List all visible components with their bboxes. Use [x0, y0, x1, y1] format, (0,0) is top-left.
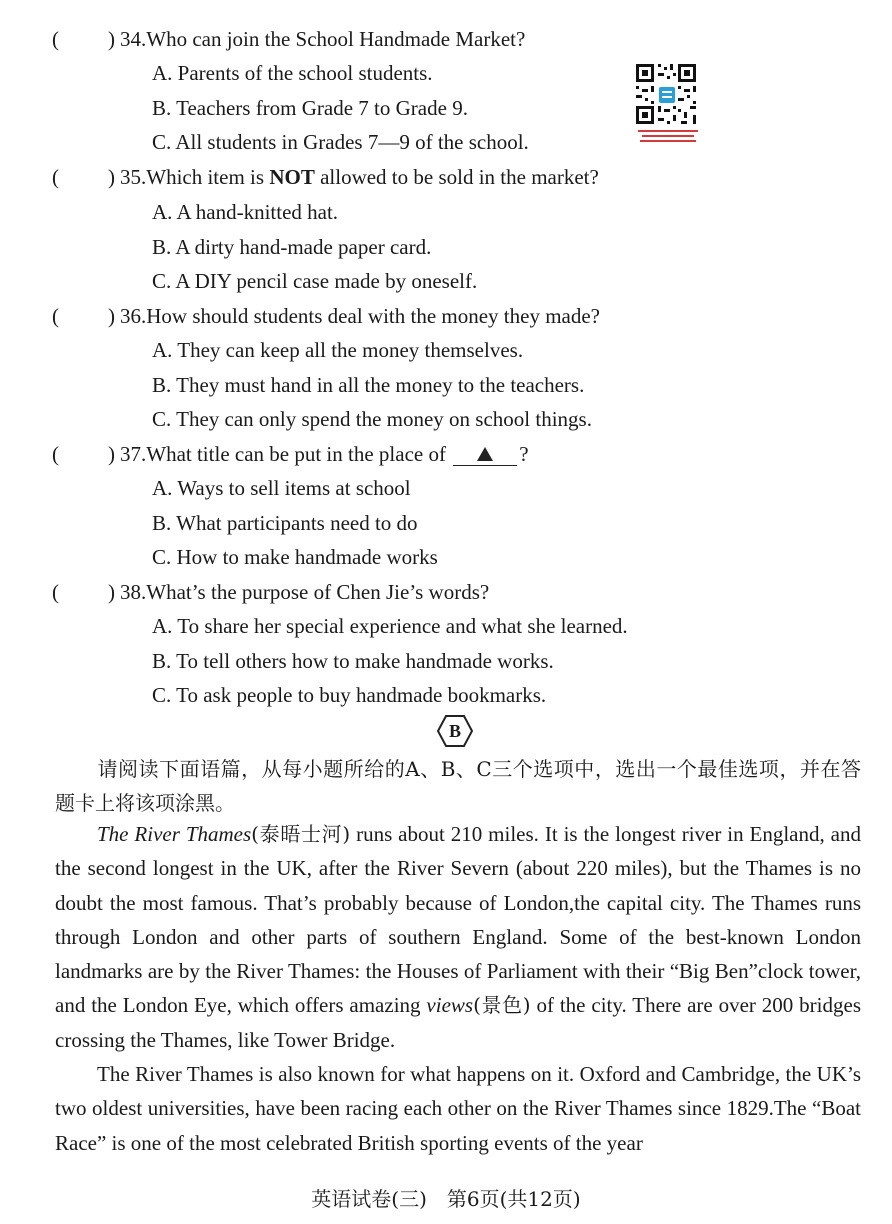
- option-b: B. Teachers from Grade 7 to Grade 9.: [152, 96, 468, 120]
- option-b: B. What participants need to do: [152, 511, 418, 535]
- option-b: B. To tell others how to make handmade works.: [152, 649, 554, 673]
- option-a: A. Parents of the school students.: [152, 61, 433, 85]
- answer-paren-open: (: [52, 580, 59, 604]
- option-a: A. To share her special experience and what she learned.: [152, 614, 628, 638]
- answer-paren-open: (: [52, 27, 59, 51]
- question-text-emphasis: NOT: [269, 165, 315, 189]
- question-text-end: ?: [519, 442, 529, 466]
- vocab-word: views: [426, 993, 474, 1018]
- question-text-start: What title can be put in the place of: [146, 442, 452, 466]
- question-text-start: Which item is: [146, 165, 270, 189]
- option-b: B. They must hand in all the money to the teachers.: [152, 373, 585, 397]
- question-number: 37.: [120, 442, 147, 466]
- option-c: C. How to make handmade works: [152, 545, 438, 569]
- question-text: Who can join the School Handmade Market?: [146, 27, 526, 51]
- option-c: C. They can only spend the money on school things.: [152, 407, 592, 431]
- paragraph-text: The River Thames is also known for what happens on it. Oxford and Cambridge, the UK’s two oldest universities, have been racing each other on the River Thames since 1829.The “Boat Race” is one of the most celebrated British sporting events of the year: [55, 1062, 861, 1155]
- passage-title-gloss: (泰晤士河): [251, 822, 351, 846]
- question-number: 38.: [120, 580, 147, 604]
- section-badge: [436, 714, 474, 748]
- question-text: What’s the purpose of Chen Jie’s words?: [146, 580, 490, 604]
- option-a: A. Ways to sell items at school: [152, 476, 411, 500]
- title-blank: [453, 443, 517, 466]
- vocab-gloss: (景色): [473, 993, 531, 1018]
- passage-paragraph-2: [55, 1057, 861, 1160]
- section-label: B: [448, 721, 461, 741]
- answer-paren-close: ): [108, 442, 115, 466]
- answer-paren-open: (: [52, 304, 59, 328]
- page-footer: 英语试卷(三) 第6页(共12页): [311, 1187, 581, 1211]
- paragraph-text: runs about 210 miles. It is the longest river in England, and the second longest in the UK, after the River Severn (about 220 miles), but the Thames is no doubt the most famous. That’s probably because of London,the capital city. The Thames runs through London and other parts of southern England. Some of the best-known London landmarks are by the River Thames: the Houses of Parliament with their “Big Ben”clock tower, and the London Eye, which offers amazing: [55, 822, 861, 1018]
- answer-paren-close: ): [108, 304, 115, 328]
- option-c: C. To ask people to buy handmade bookmarks.: [152, 683, 547, 707]
- question-number: 34.: [120, 27, 147, 51]
- passage-paragraph-1: [55, 817, 861, 1057]
- triangle-icon: [477, 447, 493, 461]
- option-a: A. A hand-knitted hat.: [152, 200, 339, 224]
- answer-paren-open: (: [52, 165, 59, 189]
- passage-title: The River Thames: [97, 822, 252, 846]
- option-a: A. They can keep all the money themselves.: [152, 338, 524, 362]
- question-number: 35.: [120, 165, 147, 189]
- answer-paren-close: ): [108, 27, 115, 51]
- question-number: 36.: [120, 304, 147, 328]
- section-instructions: [55, 752, 861, 821]
- answer-paren-open: (: [52, 442, 59, 466]
- question-text-end: allowed to be sold in the market?: [314, 165, 599, 189]
- answer-paren-close: ): [108, 165, 115, 189]
- option-c: C. A DIY pencil case made by oneself.: [152, 269, 478, 293]
- option-c: C. All students in Grades 7—9 of the school.: [152, 130, 529, 154]
- qr-code-image: [632, 60, 704, 148]
- option-b: B. A dirty hand-made paper card.: [152, 235, 432, 259]
- paragraph-text: of the city. There are over 200 bridges crossing the Thames, like Tower Bridge.: [55, 993, 861, 1052]
- question-text: How should students deal with the money they made?: [146, 304, 600, 328]
- answer-paren-close: ): [108, 580, 115, 604]
- instructions-text: 请阅读下面语篇，从每小题所给的A、B、C三个选项中，选出一个最佳选项，并在答题卡上将该项涂黑。: [55, 757, 861, 816]
